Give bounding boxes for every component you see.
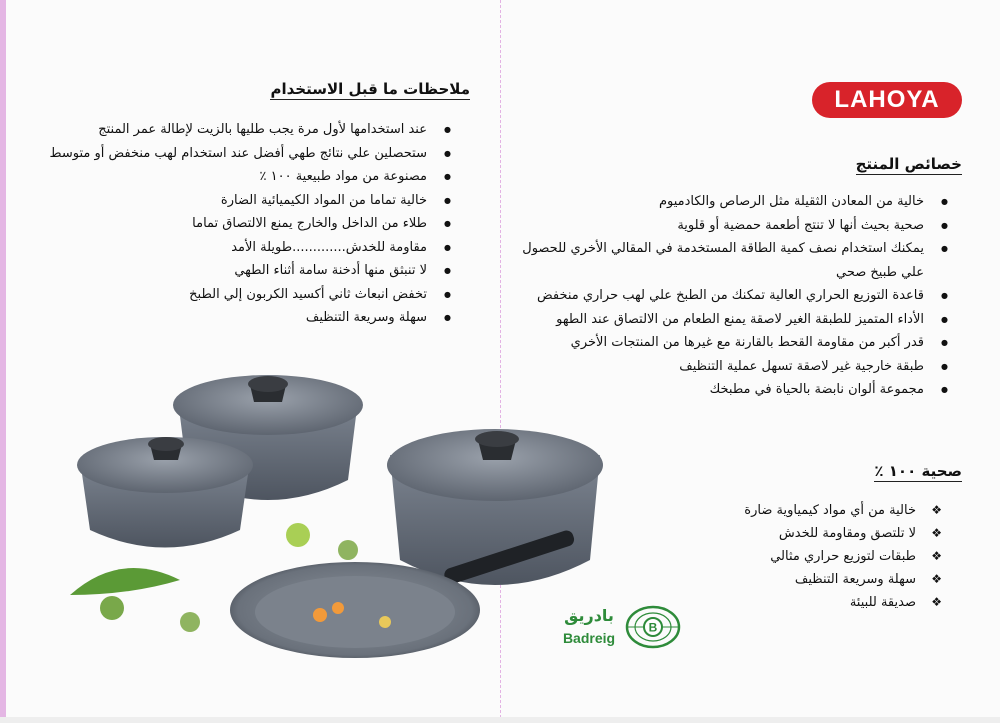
features-list bbox=[502, 190, 952, 402]
badreig-badge bbox=[555, 600, 695, 660]
features-title: خصائص المنتج bbox=[855, 155, 962, 173]
badge-emblem-letter: B bbox=[648, 620, 658, 635]
list-item: ❖ صديقة للبيئة bbox=[744, 591, 944, 614]
list-item: ● مقاومة للخدش.............طويلة الأمد bbox=[50, 236, 455, 260]
badge-name-en: Badreig bbox=[562, 630, 616, 646]
list-item: ● طبقة خارجية غير لاصقة تسهل عملية التنظيف bbox=[502, 355, 952, 379]
list-item: ● طلاء من الداخل والخارج يمنع الالتصاق تماما bbox=[50, 212, 455, 236]
list-item: ● مجموعة ألوان نابضة بالحياة في مطبخك bbox=[502, 378, 952, 402]
list-item: ❖ خالية من أي مواد كيمياوية ضارة bbox=[744, 499, 944, 522]
list-item: ● تخفض انبعاث ثاني أكسيد الكربون إلي الطبخ bbox=[50, 283, 455, 307]
list-item: ● ستحصلين علي نتائج طهي أفضل عند استخدام لهب منخفض أو متوسط bbox=[50, 142, 455, 166]
pre-use-notes-title: ملاحظات ما قبل الاستخدام bbox=[270, 80, 470, 98]
list-item: ❖ سهلة وسريعة التنظيف bbox=[744, 568, 944, 591]
list-item: ● الأداء المتميز للطبقة الغير لاصقة يمنع الطعام من الالتصاق عند الطهو bbox=[502, 308, 952, 332]
list-item: ● خالية تماما من المواد الكيميائية الضارة bbox=[50, 189, 455, 213]
list-item: ● قاعدة التوزيع الحراري العالية تمكنك من الطبخ علي لهب حراري منخفض bbox=[502, 284, 952, 308]
list-item: ❖ طبقات لتوزيع حراري مثالي bbox=[744, 545, 944, 568]
small-pot bbox=[77, 437, 253, 548]
list-item: ● صحية بحيث أنها لا تنتج أطعمة حمضية أو قلوية bbox=[502, 214, 952, 238]
health-list bbox=[744, 499, 944, 614]
list-item: ● قدر أكبر من مقاومة القحط بالقارنة مع غيرها من المنتجات الأخري bbox=[502, 331, 952, 355]
list-item: ● عند استخدامها لأول مرة يجب طليها بالزيت لإطالة عمر المنتج bbox=[50, 118, 455, 142]
bottom-edge bbox=[0, 717, 1000, 723]
pre-use-notes-list bbox=[50, 118, 455, 330]
list-item: ● خالية من المعادن الثقيلة مثل الرصاص والكادميوم bbox=[502, 190, 952, 214]
list-item: ❖ لا تلتصق ومقاومة للخدش bbox=[744, 522, 944, 545]
globe-icon bbox=[625, 604, 681, 650]
badge-name-ar: بادريق bbox=[564, 606, 614, 625]
list-item: ● يمكنك استخدام نصف كمية الطاقة المستخدمة في المقالي الأخري للحصول علي طبيخ صحي bbox=[502, 237, 952, 284]
health-title: صحية ١٠٠ ٪ bbox=[874, 462, 962, 480]
list-item: ● مصنوعة من مواد طبيعية ١٠٠ ٪ bbox=[50, 165, 455, 189]
brand-logo: LAHOYA bbox=[812, 82, 962, 118]
page-edge bbox=[0, 0, 6, 723]
list-item: ● لا تنبثق منها أدخنة سامة أثناء الطهي bbox=[50, 259, 455, 283]
list-item: ● سهلة وسريعة التنظيف bbox=[50, 306, 455, 330]
